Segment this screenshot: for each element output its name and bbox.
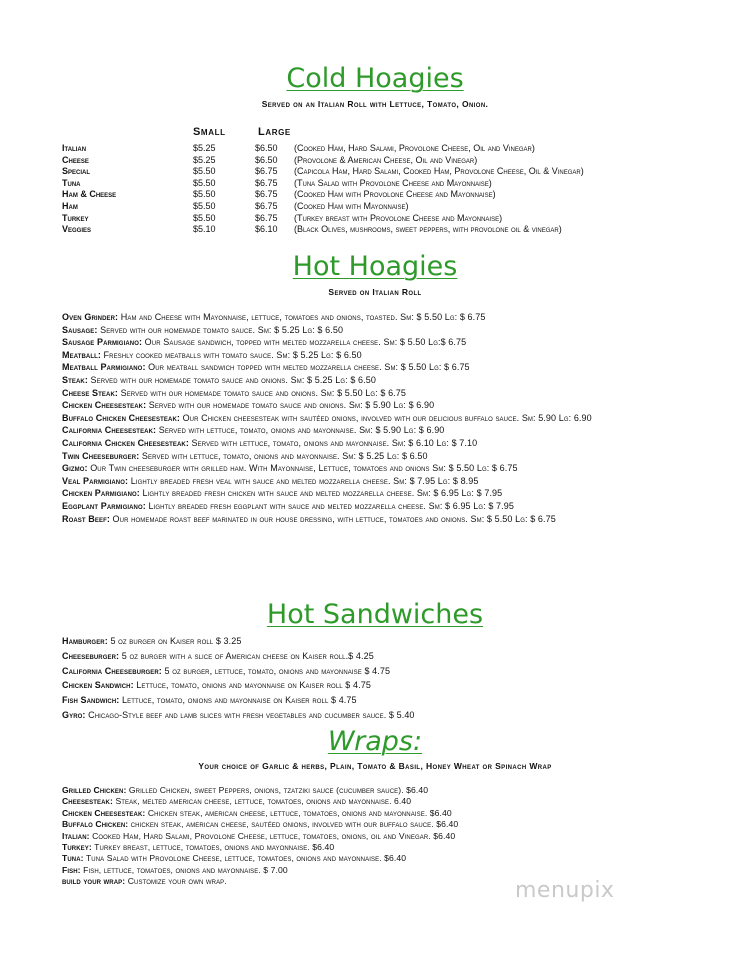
menu-item [62,796,690,807]
item-description: Chicken steak, american cheese, lettuce, tomatoes, onions and mayonnaise. $6.40 [145,807,452,818]
item-name: Tuna [62,177,81,188]
item-description: Fish, lettuce, tomatoes, onions and mayonnaise. $ 7.00 [80,864,288,875]
item-name: Special [62,166,91,177]
item-description: Lightly breaded fresh veal with sauce and melted mozzarella cheese. Sm: $ 7.95 Lg: $ 8.95 [128,475,479,486]
cold-hoagies-title: Cold Hoagies [286,63,464,94]
menu-row [62,155,684,167]
menu-row [62,143,684,155]
large-price: $6.75 [255,177,278,188]
large-price: $6.75 [255,189,278,200]
item-description: Our Chicken cheesesteak with sautéed onions, involved with our delicious buffalo sauce. Sm: 5.90 Lg: 6.90 [179,412,592,423]
small-price: $5.50 [193,189,216,200]
item-name: build your wrap: [62,876,126,887]
item-name: Turkey [62,212,89,223]
menu-item [62,450,690,463]
large-price: $6.50 [255,143,278,153]
item-description: (Cooked Ham with Provolone Cheese and Mayonnaise) [294,189,496,200]
small-price: $5.50 [193,166,216,177]
menu-item [62,399,690,412]
item-description: Lightly breaded fresh chicken with sauce and melted mozzarella cheese. Sm: $ 6.95 Lg: $ 7.95 [139,488,503,499]
item-name: Turkey: [62,842,92,853]
item-name: Roast Beef: [62,513,110,524]
item-description: (Turkey breast with Provolone Cheese and Mayonnaise) [294,212,503,223]
item-name: Sausage Parmigiano: [62,337,143,348]
menu-item [62,324,690,337]
large-price: $6.10 [255,224,278,235]
item-description: (Capicola Ham, Hard Salami, Cooked Ham, Provolone Cheese, Oil & Vinegar) [294,166,584,177]
menu-item [62,634,690,649]
item-description: Customize your own wrap. [125,876,227,887]
large-price: $6.50 [255,154,278,165]
cold-hoagies-subtitle: Served on an Italian Roll with Lettuce, Tomato, Onion. [261,99,489,109]
menupix-watermark: menupix [515,878,615,903]
item-description: (Cooked Ham, Hard Salami, Provolone Cheese, Oil and Vinegar) [294,143,535,153]
menu-row [62,178,684,190]
item-name: Ham & Cheese [62,189,117,200]
item-name: Buffalo Chicken: [62,819,129,830]
menu-item [62,865,690,876]
item-description: (Black Olives, mushrooms, sweet peppers, with provolone oil & vinegar) [294,224,562,235]
item-name: Veggies [62,224,92,235]
menu-item [62,374,690,387]
menu-item [62,785,690,796]
item-name: Chicken Parmigiano: [62,488,140,499]
item-name: Fish Sandwich: [62,695,120,706]
menu-item [62,678,690,693]
item-description: 5 oz burger, lettuce, tomato, onions and mayonnaise $ 4.75 [161,665,391,676]
item-name: Meatball: [62,349,101,360]
hot-sandwiches-title: Hot Sandwiches [266,599,484,630]
item-name: California Cheesesteak: [62,425,157,436]
menu-item [62,853,690,864]
wraps-list [62,785,690,888]
item-description: Freshly cooked meatballs with tomato sauce. Sm: $ 5.25 Lg: $ 6.50 [100,349,362,360]
item-description: 5 oz burger on Kaiser roll $ 3.25 [107,636,242,646]
hot-hoagies-subtitle: Served on Italian Roll [328,287,422,297]
item-description: Served with lettuce, tomato, onions and mayonnaise. Sm: $ 5.90 Lg: $ 6.90 [156,425,445,436]
item-description: Served with lettuce, tomato, onions and mayonnaise. Sm: $ 5.25 Lg: $ 6.50 [139,450,428,461]
large-price: $6.75 [255,212,278,223]
item-description: (Cooked Ham with Mayonnaise) [294,200,409,211]
menu-row [62,213,684,225]
item-description: Steak, melted american cheese, lettuce, tomatoes, onions and mayonnaise. 6.40 [112,796,412,807]
menu-item [62,387,690,400]
item-description: Served with lettuce, tomato, onions and mayonnaise. Sm: $ 6.10 Lg: $ 7.10 [188,437,478,448]
item-name: Cheese [62,154,89,165]
item-name: Cheeseburger: [62,650,120,661]
item-description: Grilled Chicken, sweet Peppers, onions, tzatziki sauce (cucumber sauce). $6.40 [126,785,429,795]
item-name: Cheesesteak: [62,796,113,807]
menu-item [62,349,690,362]
hot-hoagies-title: Hot Hoagies [292,251,458,282]
item-name: Sausage: [62,324,98,335]
large-column-header: Large [258,126,291,138]
item-name: California Cheeseburger: [62,665,162,676]
item-name: California Chicken Cheesesteak: [62,437,189,448]
menu-item [62,311,690,324]
item-name: Chicken Sandwich: [62,680,134,691]
small-price: $5.25 [193,154,216,165]
item-name: Fish: [62,864,81,875]
item-name: Grilled Chicken: [62,785,127,795]
menu-item [62,693,690,708]
menu-item [62,475,690,488]
menu-row [62,201,684,213]
hot-hoagies-list [62,311,690,525]
item-name: Veal Parmigiano: [62,475,129,486]
item-description: Turkey breast, lettuce, tomatoes, onions and mayonnaise. $6.40 [91,842,335,853]
item-name: Steak: [62,374,88,385]
item-name: Gizmo: [62,463,88,474]
menu-item [62,708,690,723]
small-column-header: Small [193,126,226,138]
menu-item [62,462,690,475]
small-price: $5.50 [193,177,216,188]
item-name: Buffalo Chicken Cheesesteak: [62,412,180,423]
item-name: Eggplant Parmigiano: [62,500,146,511]
item-name: Cheese Steak: [62,387,118,398]
menu-item [62,842,690,853]
item-description: Served with our homemade tomato sauce and onions. Sm: $ 5.90 Lg: $ 6.90 [146,400,435,411]
item-description: Our Twin cheeseburger with grilled ham. With Mayonnaise, Lettuce, tomatoes and onions Sm: $ 5.50 Lg: $ 6.75 [87,463,518,474]
menu-item [62,831,690,842]
item-name: Meatball Parmigiano: [62,362,146,373]
item-description: Chicago-Style beef and lamb slices with fresh vegetables and cucumber sauce. $ 5.40 [85,709,415,720]
item-description: Cooked Ham, Hard Salami, Provolone Cheese, lettuce, tomatoes, onions, oil and Vinegar. $6.40 [89,830,456,841]
item-description: chicken steak, american cheese, sautéed onions, involved with our buffalo sauce. $6.40 [128,819,459,830]
item-description: Served with our homemade tomato sauce and onions. Sm: $ 5.50 Lg: $ 6.75 [117,387,406,398]
wraps-subtitle: Your choice of Garlic & herbs, Plain, Tomato & Basil, Honey Wheat or Spinach Wrap [198,761,552,771]
menu-row [62,224,684,236]
menu-item [62,649,690,664]
item-description: Our homemade roast beef marinated in our house dressing, with lettuce, tomatoes and onions. Sm: $ 5.50 Lg: $ 6.75 [109,513,556,524]
menu-item [62,500,690,513]
item-description: Served with our homemade tomato sauce. Sm: $ 5.25 Lg: $ 6.50 [97,324,344,335]
item-name: Gyro: [62,709,86,720]
large-price: $6.75 [255,200,278,211]
item-name: Italian: [62,830,90,841]
item-description: Lightly breaded fresh eggplant with sauce and melted mozzarella cheese. Sm: $ 6.95 Lg: $ 7.95 [145,500,514,511]
large-price: $6.75 [255,166,278,177]
item-name: Twin Cheeseburger: [62,450,140,461]
item-name: Chicken Cheesesteak: [62,807,146,818]
item-name: Hamburger: [62,636,108,646]
menu-item [62,487,690,500]
small-price: $5.25 [193,143,216,153]
small-price: $5.50 [193,212,216,223]
item-description: (Tuna Salad with Provolone Cheese and Mayonnaise) [294,177,492,188]
hot-sandwiches-list [62,634,690,723]
item-description: Tuna Salad with Provolone Cheese, lettuce, tomatoes, onions and mayonnaise. $6.40 [83,853,407,864]
item-description: Our Sausage sandwich, topped with melted mozzarella cheese. Sm: $ 5.50 Lg:$ 6.75 [142,337,467,348]
item-description: Served with our homemade tomato sauce and onions. Sm: $ 5.25 Lg: $ 6.50 [87,374,376,385]
menu-item [62,361,690,374]
small-price: $5.10 [193,224,216,235]
menu-item [62,437,690,450]
item-name: Chicken Cheesesteak: [62,400,147,411]
menu-item [62,424,690,437]
menu-item [62,412,690,425]
item-name: Tuna: [62,853,84,864]
item-name: Oven Grinder: [62,312,119,322]
small-price: $5.50 [193,200,216,211]
menu-item [62,819,690,830]
menu-item [62,664,690,679]
item-description: Our meatball sandwich topped with melted mozzarella cheese. Sm: $ 5.50 Lg: $ 6.75 [145,362,470,373]
menu-item [62,336,690,349]
item-name: Ham [62,200,78,211]
menu-row [62,166,684,178]
item-description: Lettuce, tomato, onions and mayonnaise on Kaiser roll $ 4.75 [119,695,357,706]
wraps-title: Wraps: [327,726,423,757]
menu-item [62,513,690,526]
item-name: Italian [62,143,87,153]
menu-item [62,808,690,819]
item-description: Lettuce, tomato, onions and mayonnaise on Kaiser roll $ 4.75 [133,680,371,691]
menu-row [62,189,684,201]
item-description: 5 oz burger with a slice of American cheese on Kaiser roll.$ 4.25 [119,650,374,661]
item-description: Ham and Cheese with Mayonnaise, lettuce, tomatoes and onions, toasted. Sm: $ 5.50 Lg: $ 6.75 [118,312,486,322]
cold-hoagies-table [62,143,684,236]
item-description: (Provolone & American Cheese, Oil and Vinegar) [294,154,478,165]
